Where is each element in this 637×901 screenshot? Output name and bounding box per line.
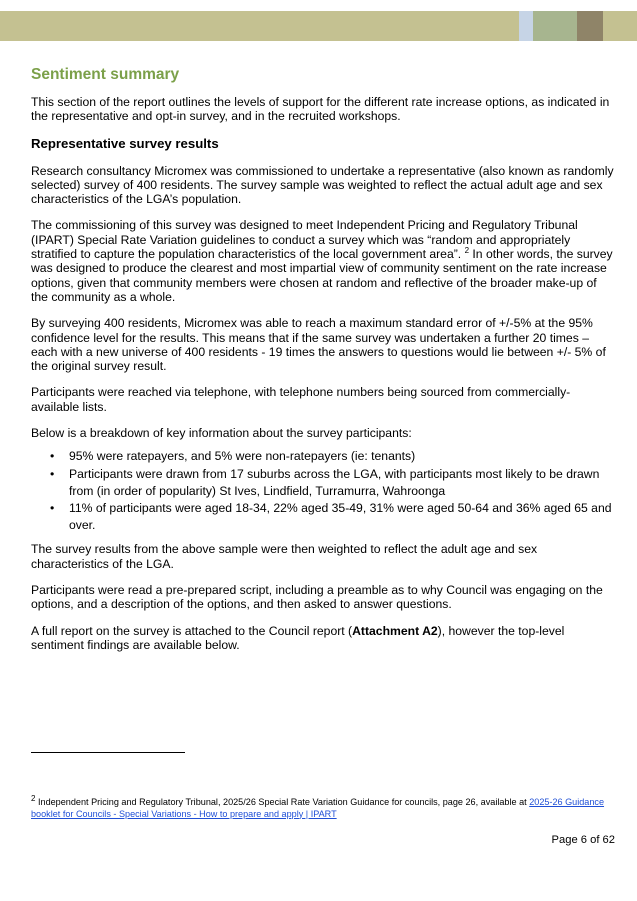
- paragraph-2: [31, 218, 616, 304]
- attachment-reference: Attachment A2: [352, 623, 438, 638]
- header-bar-segment-olive-end: [603, 11, 637, 41]
- list-item: [31, 466, 616, 499]
- paragraph-8: [31, 624, 616, 653]
- paragraph-5: Below is a breakdown of key information about the survey participants:: [31, 426, 412, 441]
- intro-paragraph: This section of the report outlines the levels of support for the different rate increase options, as indicated in the representative and opt-in survey, and in the recruited workshops.: [31, 95, 610, 124]
- list-item-text: Participants were drawn from 17 suburbs across the LGA, with participants most likely to be drawn from (in order of popularity) St Ives, Lindfield, Turramurra, Wahroonga: [69, 466, 600, 498]
- paragraph-2-text-a: The commissioning of this survey was designed to meet Independent Pricing and Regulatory Tribunal (IPART) Special Rate Variation guidelines to conduct a survey which was “random and appropriately stratified to capture the population characteristics of the local government area”.: [31, 218, 578, 262]
- footnote: [31, 793, 616, 820]
- footnote-link[interactable]: 2025-26 Guidance booklet for Councils - Special Variations - How to prepare and apply | IPART: [31, 797, 605, 819]
- section-title: Sentiment summary: [31, 66, 180, 83]
- bullet-icon: •: [50, 466, 55, 481]
- footnote-divider: [31, 752, 185, 753]
- paragraph-8-text-b: ), however the top-level sentiment findings are available below.: [31, 623, 565, 652]
- bullet-icon: •: [50, 501, 55, 516]
- paragraph-6: The survey results from the above sample were then weighted to reflect the adult age and sex characteristics of the LGA.: [31, 542, 538, 571]
- footnote-number: 2: [31, 793, 36, 803]
- page-number: Page 6 of 62: [551, 834, 615, 846]
- page-content: [31, 66, 616, 652]
- paragraph-8-text-a: A full report on the survey is attached to the Council report (: [31, 623, 353, 638]
- list-item-text: 11% of participants were aged 18-34, 22% aged 35-49, 31% were aged 50-64 and 36% aged 65 and over.: [69, 501, 612, 532]
- list-item-text: 95% were ratepayers, and 5% were non-ratepayers (ie: tenants): [69, 449, 416, 464]
- subheading: Representative survey results: [31, 135, 219, 151]
- bullet-icon: •: [50, 449, 55, 464]
- header-bar-segment-light-blue: [519, 11, 533, 41]
- header-bar-segment-sage: [533, 11, 577, 41]
- paragraph-3: By surveying 400 residents, Micromex was able to reach a maximum standard error of +/-5% at the 95% confidence level for the results. This means that if the same survey was undertaken a further 20 times – each with a new universe of 400 residents - 19 times the answers to questions would lie between +/- 5% of the original survey result.: [31, 316, 606, 374]
- paragraph-2-text-b: In other words, the survey was designed to produce the clearest and most impartial view of community sentiment on the rate increase options, given that community members were chosen at random and reflective of the broader make-up of the community as a whole.: [31, 247, 613, 304]
- footnote-text: Independent Pricing and Regulatory Tribunal, 2025/26 Special Rate Variation Guidance for councils, page 26, available at: [35, 797, 530, 807]
- header-bar-segment-brown: [577, 11, 603, 41]
- list-item: [31, 500, 616, 533]
- footnote-ref: 2: [464, 246, 470, 256]
- list-item: [31, 448, 616, 465]
- header-color-bar: [0, 11, 637, 41]
- paragraph-4: Participants were reached via telephone, with telephone numbers being sourced from commercially-available lists.: [31, 385, 571, 414]
- paragraph-7: Participants were read a pre-prepared script, including a preamble as to why Council was engaging on the options, and a description of the options, and then asked to answer questions.: [31, 582, 603, 612]
- participant-breakdown-list: [31, 448, 616, 533]
- header-bar-segment-olive: [0, 11, 519, 41]
- paragraph-1: Research consultancy Micromex was commissioned to undertake a representative (also known as randomly selected) survey of 400 residents. The survey sample was weighted to reflect the actual adult age and sex characteristics of the LGA’s population.: [31, 163, 614, 207]
